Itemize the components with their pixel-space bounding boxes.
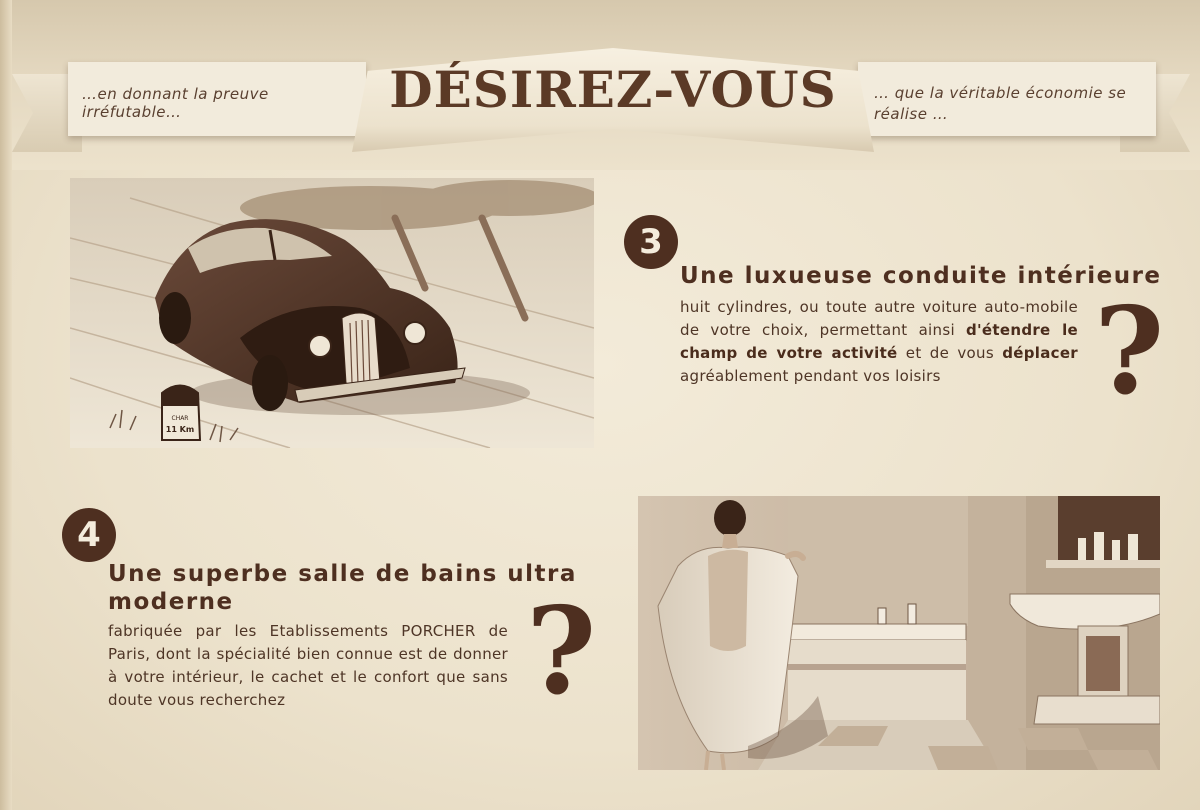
bathroom-illustration [638, 496, 1160, 770]
section-number-3: 3 [624, 215, 678, 269]
page-gutter [0, 0, 12, 810]
section-3-bold-1: d'étendre le champ de votre activité [680, 321, 1078, 362]
section-4-question-mark: ? [526, 581, 597, 722]
section-3-text-3: agréablement pendant vos loisirs [680, 367, 941, 385]
right-tagline-text: … que la véritable économie se réalise … [874, 84, 1127, 123]
section-4-heading: Une superbe salle de bains ultra moderne [108, 561, 577, 615]
car-drawing [70, 178, 594, 448]
section-4-body: fabriquée par les Etablissements PORCHER de Paris, dont la spécialité bien connue est de donner à votre intérieur, le cachet et le confort que sans doute vous recherchez [108, 622, 508, 709]
left-tagline [68, 62, 366, 136]
milestone-top-label: CHAR [171, 415, 189, 422]
left-tagline-text: …en donnant la preuve irréfutable… [82, 85, 269, 121]
car-illustration [70, 178, 594, 448]
section-3-bold-2: déplacer [1002, 344, 1078, 362]
page-title: DÉSIREZ-VOUS [389, 60, 837, 119]
section-3-question-mark: ? [1094, 281, 1165, 422]
section-3-heading: Une luxueuse conduite intérieure [680, 263, 1162, 289]
right-tagline [858, 62, 1156, 136]
section-3-body [680, 296, 1078, 388]
section-number-4: 4 [62, 508, 116, 562]
milestone-distance-label: 11 Km [165, 425, 195, 434]
bathroom-drawing [638, 496, 1160, 770]
section-3-text-2: et de vous [897, 344, 1003, 362]
section-3-text-1: huit cylindres, ou toute autre voiture auto-mobile de votre choix, permettant ainsi [680, 298, 1078, 339]
